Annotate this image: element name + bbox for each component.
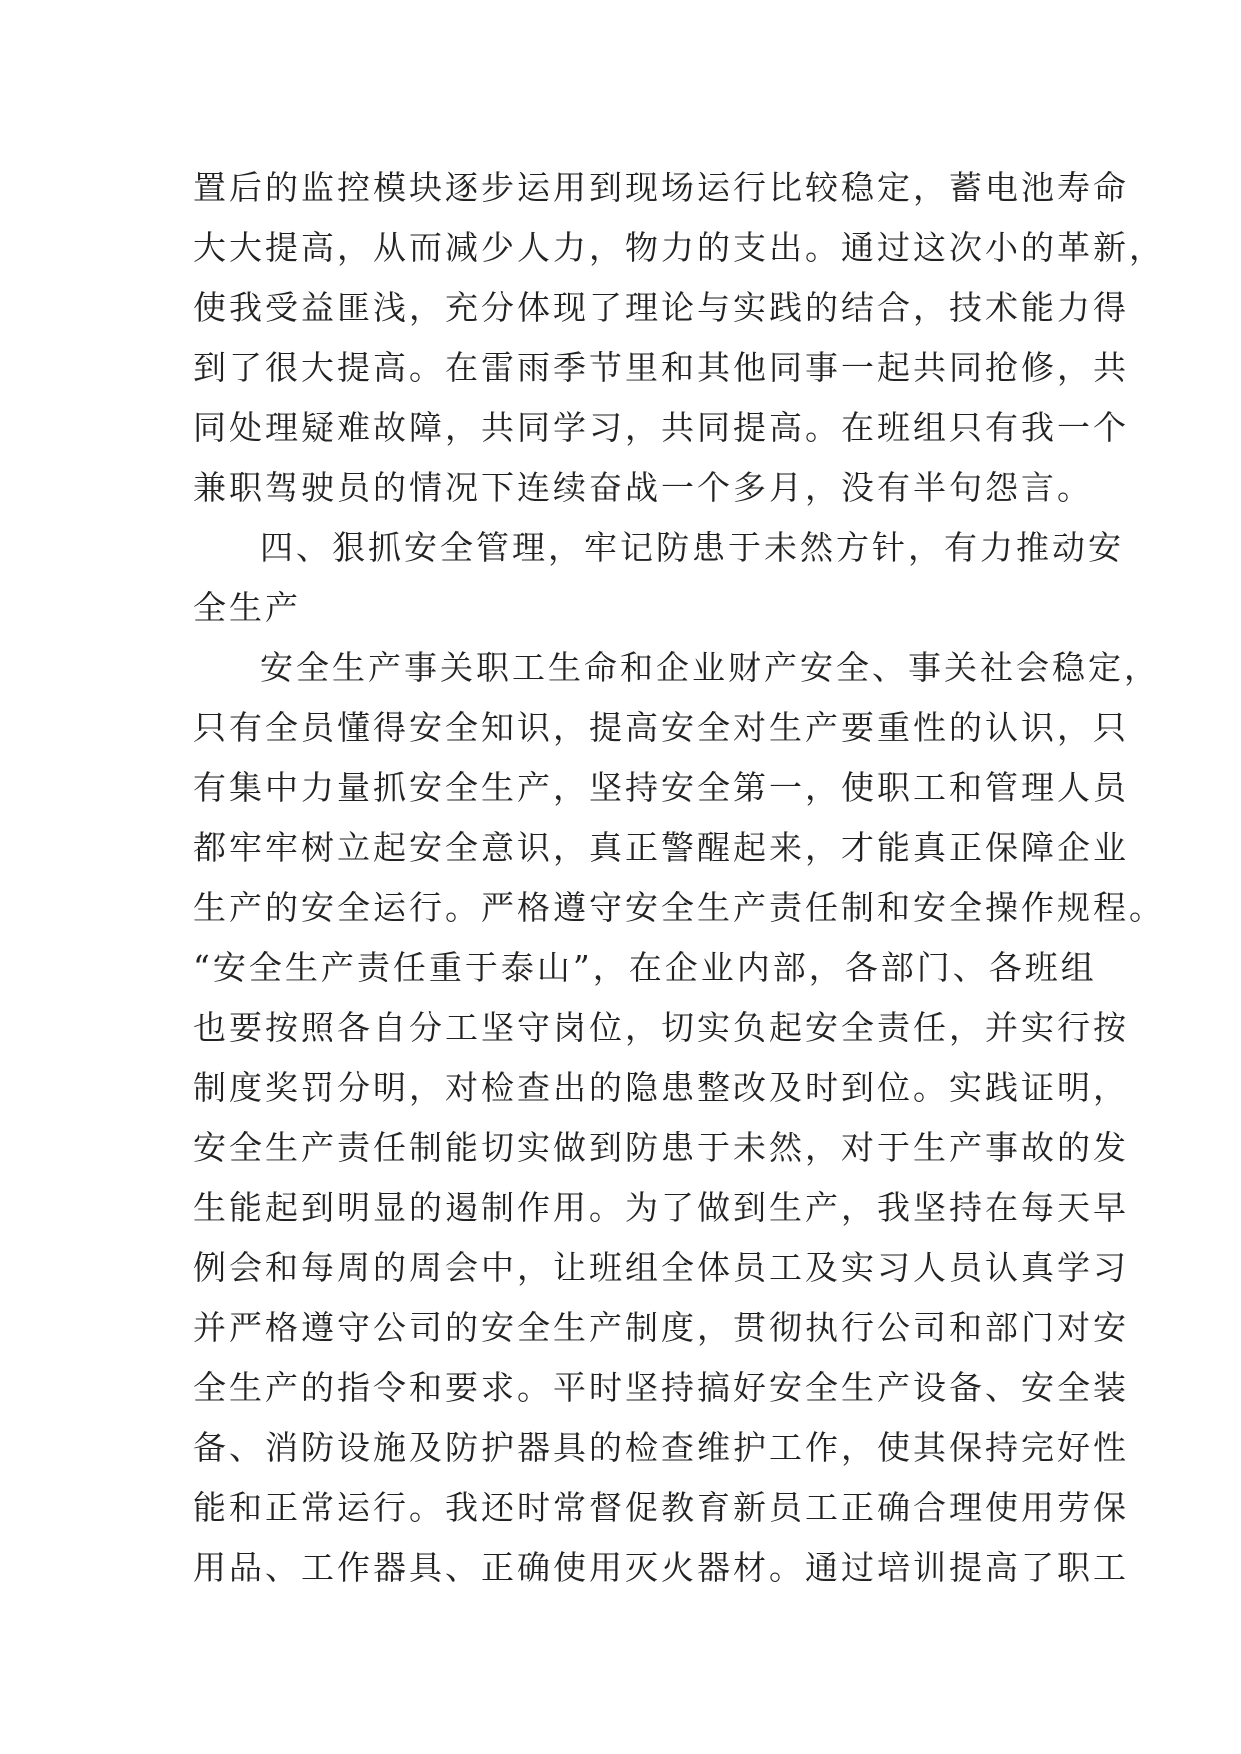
body-line: 制度奖罚分明，对检查出的隐患整改及时到位。实践证明， xyxy=(193,1068,1129,1107)
body-line: 使我受益匪浅，充分体现了理论与实践的结合，技术能力得 xyxy=(193,288,1129,327)
body-line: 用品、工作器具、正确使用灭火器材。通过培训提高了职工 xyxy=(193,1548,1129,1587)
body-line: 兼职驾驶员的情况下连续奋战一个多月，没有半句怨言。 xyxy=(193,468,1093,507)
body-line: 同处理疑难故障，共同学习，共同提高。在班组只有我一个 xyxy=(193,408,1129,447)
body-line: 备、消防设施及防护器具的检查维护工作，使其保持完好性 xyxy=(193,1428,1129,1467)
body-line: 大大提高，从而减少人力，物力的支出。通过这次小的革新， xyxy=(193,228,1165,267)
body-line: 全生产的指令和要求。平时坚持搞好安全生产设备、安全装 xyxy=(193,1368,1129,1407)
section-heading-line: 四、狠抓安全管理，牢记防患于未然方针，有力推动安 xyxy=(260,528,1124,567)
body-line: 安全生产责任制能切实做到防患于未然，对于生产事故的发 xyxy=(193,1128,1129,1167)
body-line: 能和正常运行。我还时常督促教育新员工正确合理使用劳保 xyxy=(193,1488,1129,1527)
body-line: 到了很大提高。在雷雨季节里和其他同事一起共同抢修，共 xyxy=(193,348,1129,387)
body-line: 只有全员懂得安全知识，提高安全对生产要重性的认识，只 xyxy=(193,708,1129,747)
body-line: 生能起到明显的遏制作用。为了做到生产，我坚持在每天早 xyxy=(193,1188,1129,1227)
body-line: 也要按照各自分工坚守岗位，切实负起安全责任，并实行按 xyxy=(193,1008,1129,1047)
section-heading-line: 全生产 xyxy=(193,588,301,627)
body-line: 安全生产事关职工生命和企业财产安全、事关社会稳定， xyxy=(260,648,1160,687)
body-line: 并严格遵守公司的安全生产制度，贯彻执行公司和部门对安 xyxy=(193,1308,1129,1347)
body-line: 生产的安全运行。严格遵守安全生产责任制和安全操作规程。 xyxy=(193,888,1165,927)
body-line: 都牢牢树立起安全意识，真正警醒起来，才能真正保障企业 xyxy=(193,828,1129,867)
body-line: “安全生产责任重于泰山”，在企业内部，各部门、各班组 xyxy=(193,948,1097,987)
body-line: 有集中力量抓安全生产，坚持安全第一，使职工和管理人员 xyxy=(193,768,1129,807)
document-body xyxy=(193,158,1165,1598)
body-line: 例会和每周的周会中，让班组全体员工及实习人员认真学习 xyxy=(193,1248,1129,1287)
body-line: 置后的监控模块逐步运用到现场运行比较稳定，蓄电池寿命 xyxy=(193,168,1129,207)
